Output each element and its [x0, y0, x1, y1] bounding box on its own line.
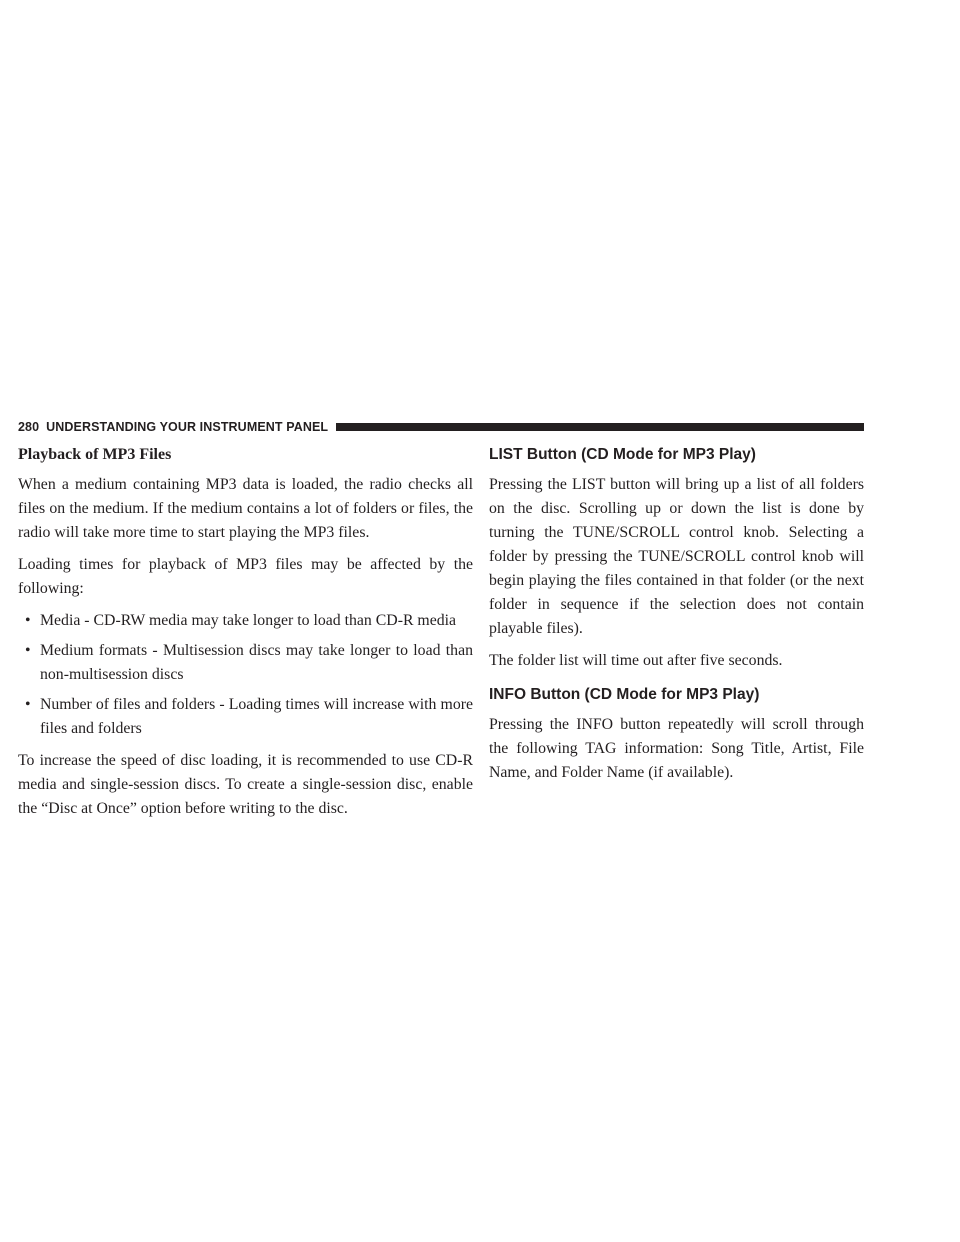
list-item: • Number of files and folders - Loading times will increase with more files and folders: [18, 693, 473, 741]
section-title: UNDERSTANDING YOUR INSTRUMENT PANEL: [46, 420, 329, 434]
list-button-paragraph-1: Pressing the LIST button will bring up a list of all folders on the disc. Scrolling up or down the list is done by turning the TUNE/SCROLL control knob. Selecting a folder by pressing the TUNE/SCROLL control knob will begin playing the files contained in that folder (or the next folder in sequence if the selection does not contain playable files).: [489, 476, 864, 637]
right-column: [489, 443, 864, 793]
list-item: • Media - CD-RW media may take longer to load than CD-R media: [18, 609, 473, 633]
info-button-paragraph: Pressing the INFO button repeatedly will scroll through the following TAG information: Song Title, Artist, File Name, and Folder Name (if available).: [489, 716, 864, 781]
list-button-heading: LIST Button (CD Mode for MP3 Play): [489, 446, 756, 463]
playback-paragraph-3: To increase the speed of disc loading, it is recommended to use CD-R media and single-session discs. To create a single-session disc, enable the “Disc at Once” option before writing to the disc.: [18, 752, 473, 817]
playback-paragraph-2: Loading times for playback of MP3 files may be affected by the following:: [18, 556, 473, 597]
info-button-heading: INFO Button (CD Mode for MP3 Play): [489, 686, 760, 703]
page-header: [18, 417, 864, 437]
left-column: [18, 443, 473, 829]
page-number: 280: [18, 420, 40, 434]
header-rule: [336, 423, 864, 431]
loading-factors-list: [18, 609, 473, 741]
playback-heading: Playback of MP3 Files: [18, 446, 172, 463]
playback-paragraph-1: When a medium containing MP3 data is loaded, the radio checks all files on the medium. If the medium contains a lot of folders or files, the radio will take more time to start playing the MP3 files.: [18, 476, 473, 541]
list-button-paragraph-2: The folder list will time out after five seconds.: [489, 652, 783, 669]
list-item: • Medium formats - Multisession discs may take longer to load than non-multisession discs: [18, 639, 473, 687]
